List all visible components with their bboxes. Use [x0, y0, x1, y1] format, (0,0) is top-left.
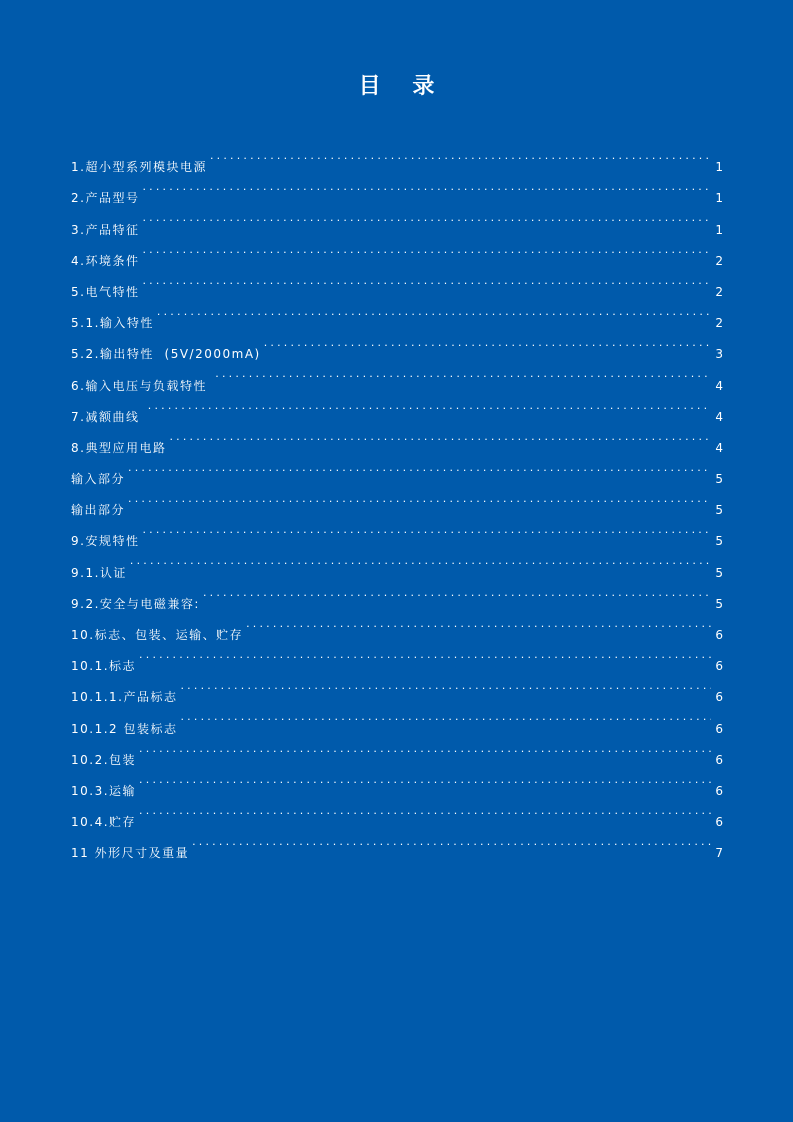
toc-entry-label: 10.1.标志 [71, 659, 137, 674]
toc-entry-page: 6 [715, 783, 723, 798]
toc-leader-dots [139, 795, 711, 826]
toc-entry-page: 6 [715, 815, 723, 830]
toc-entry-page: 6 [715, 659, 723, 674]
toc-leader-dots [128, 452, 711, 483]
toc-entry-label: 8.典型应用电路 [71, 440, 167, 455]
toc-entry[interactable] [71, 234, 723, 268]
toc-entry-label: 6.输入电压与负载特性 [71, 378, 213, 393]
toc-entry[interactable] [71, 670, 723, 705]
toc-leader-dots [215, 358, 711, 389]
toc-entry-label: 7.减额曲线 [71, 409, 145, 424]
toc-leader-dots [180, 670, 711, 701]
toc-entry-label: 10.3.运输 [71, 783, 137, 798]
toc-entry-page: 1 [715, 160, 723, 175]
toc-leader-dots [128, 483, 711, 514]
toc-leader-dots [139, 733, 711, 764]
toc-entry-label: 9.2.安全与电磁兼容: [71, 596, 200, 611]
toc-entry-label: 输入部分 [71, 472, 126, 487]
toc-entry[interactable] [71, 327, 723, 362]
toc-entry-label: 5.1.输入特性 [71, 316, 154, 331]
toc-leader-dots [142, 234, 711, 265]
toc-entry-page: 1 [715, 191, 723, 206]
toc-entry[interactable] [71, 390, 723, 424]
toc-entry-page: 3 [715, 347, 723, 362]
toc-entry[interactable] [71, 265, 723, 299]
toc-entry-label: 输出部分 [71, 503, 126, 518]
toc-entry-label: 10.4.贮存 [71, 815, 137, 830]
toc-entry[interactable] [71, 577, 723, 611]
toc-leader-dots [246, 608, 711, 639]
toc-entry-label: 9.安规特性 [71, 534, 140, 549]
toc-entry-page: 2 [715, 316, 723, 331]
toc-entry[interactable] [71, 639, 723, 674]
toc-entry-page: 1 [715, 222, 723, 237]
page-title: 目 录 [358, 74, 447, 99]
toc-entry[interactable] [71, 421, 723, 455]
toc-entry-page: 7 [715, 846, 723, 861]
toc-entry-page: 2 [715, 253, 723, 268]
toc-entry-label: 10.标志、包装、运输、贮存 [71, 628, 244, 642]
toc-entry-label: 5.2.输出特性 (5V/2000mA) [71, 347, 261, 362]
toc-entry-label: 4.环境条件 [71, 253, 140, 268]
toc-entry[interactable] [71, 733, 723, 767]
toc-entry-label: 3.产品特征 [71, 222, 140, 237]
toc-entry-page: 4 [715, 409, 723, 424]
toc-entry-page: 4 [715, 378, 723, 393]
toc-entry[interactable] [71, 764, 723, 798]
toc-leader-dots [139, 639, 711, 670]
toc-entry-label: 9.1.认证 [71, 565, 127, 580]
toc-entry[interactable] [71, 795, 723, 830]
toc-entry-label: 1.超小型系列模块电源 [71, 160, 207, 175]
toc-entry[interactable] [71, 826, 723, 861]
toc-entry-label: 10.1.2 包装标志 [71, 721, 178, 736]
toc-leader-dots [264, 327, 712, 358]
toc-entry-page: 6 [715, 752, 723, 767]
toc-entry-page: 5 [715, 565, 723, 580]
toc-leader-dots [203, 577, 711, 608]
toc-leader-dots [142, 265, 711, 296]
toc-entry-page: 5 [715, 596, 723, 611]
toc-entry[interactable] [71, 202, 723, 237]
toc-entry[interactable] [71, 545, 723, 580]
toc-entry-page: 5 [715, 472, 723, 487]
table-of-contents [71, 140, 723, 861]
toc-entry[interactable] [71, 483, 723, 518]
toc-entry-page: 5 [715, 503, 723, 518]
toc-leader-dots [157, 296, 711, 327]
toc-leader-dots [142, 202, 711, 233]
toc-entry-label: 10.2.包装 [71, 752, 137, 767]
toc-entry-label: 2.产品型号 [71, 191, 140, 206]
toc-entry[interactable] [71, 296, 723, 331]
toc-leader-dots [139, 764, 711, 795]
toc-leader-dots [142, 514, 711, 545]
toc-leader-dots [180, 701, 711, 732]
toc-entry-label: 10.1.1.产品标志 [71, 690, 178, 705]
toc-entry-label: 11 外形尺寸及重量 [71, 846, 190, 861]
toc-entry-page: 6 [715, 721, 723, 736]
toc-leader-dots [130, 545, 711, 576]
toc-leader-dots [148, 390, 712, 421]
toc-entry-label: 5.电气特性 [71, 284, 140, 299]
toc-entry-page: 6 [715, 690, 723, 705]
toc-entry[interactable] [71, 514, 723, 549]
toc-leader-dots [210, 140, 711, 171]
toc-entry[interactable] [71, 171, 723, 206]
toc-entry-page: 4 [715, 440, 723, 455]
toc-entry-page: 6 [715, 628, 723, 642]
toc-entry-page: 2 [715, 284, 723, 299]
toc-leader-dots [169, 421, 711, 452]
toc-entry[interactable] [71, 140, 723, 175]
toc-leader-dots [192, 826, 711, 857]
toc-entry[interactable] [71, 452, 723, 487]
toc-leader-dots [142, 171, 711, 202]
toc-entry-page: 5 [715, 534, 723, 549]
